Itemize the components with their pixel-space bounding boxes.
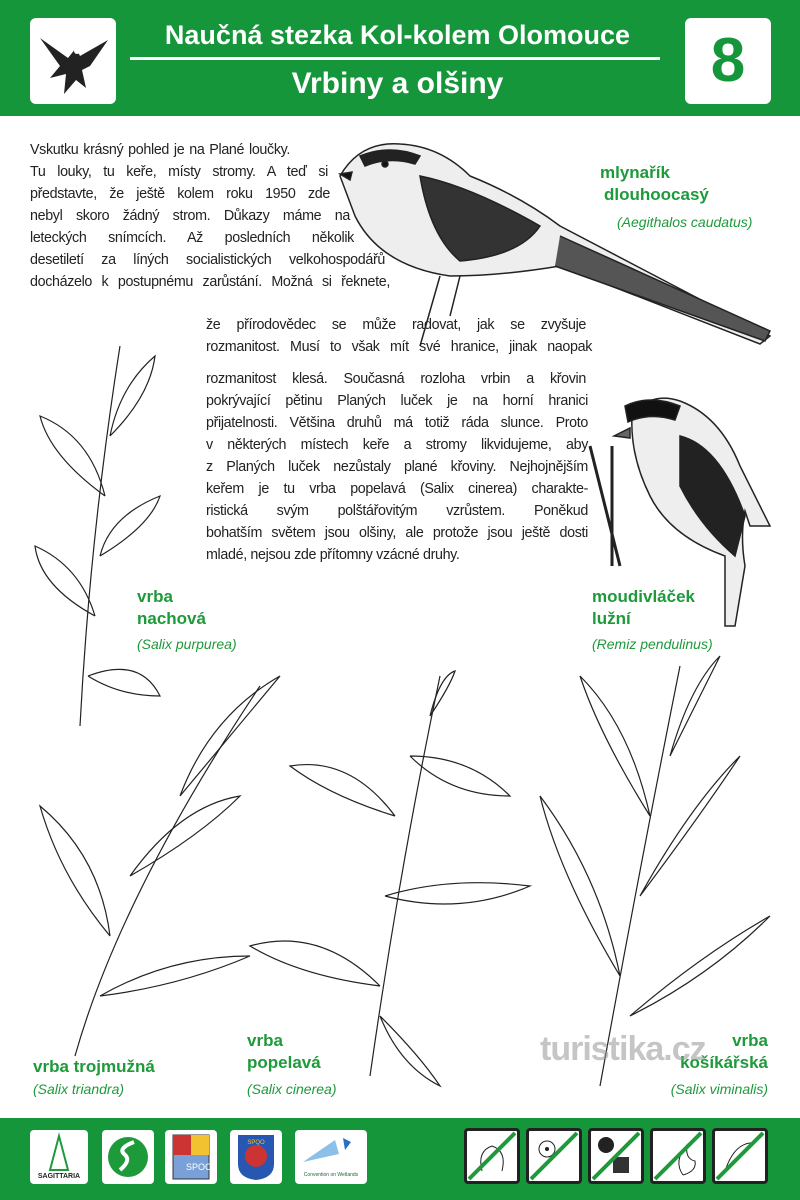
species-name: lužní [592, 609, 631, 628]
species-name: popelavá [247, 1053, 321, 1072]
species-moudivlacek [592, 586, 695, 630]
text-line: keřem je tu vrba popelavá (Salix cinerea) charakte- [206, 481, 588, 497]
no-photo-disturbance-icon [588, 1128, 644, 1184]
olomouc-city-logo [230, 1130, 282, 1184]
text-line: Tu louky, tu keře, místy stromy. A teď si [30, 164, 328, 180]
text-line: mladé, nejsou zde přítomny vzácné druhy. [206, 547, 460, 563]
species-latin: (Aegithalos caudatus) [617, 214, 753, 230]
text-line: leteckých snímcích. Až posledních několik [30, 230, 354, 246]
species-latin: (Remiz pendulinus) [592, 636, 713, 652]
species-latin: (Salix cinerea) [247, 1081, 337, 1097]
species-name: vrba [247, 1031, 283, 1050]
stop-number: 8 [685, 18, 771, 104]
no-picking-flowers-icon [526, 1128, 582, 1184]
logo-label: Convention on Wetlands [303, 1172, 359, 1178]
species-mlynarik [600, 162, 709, 206]
text-line: v některých místech keře a stromy likvidujeme, aby [206, 437, 588, 453]
title-divider [130, 57, 660, 60]
species-latin: (Salix purpurea) [137, 636, 237, 652]
text-line: že přírodovědec se může radovat, jak se zvyšuje [206, 317, 586, 333]
trail-logo [30, 18, 116, 104]
species-name: dlouhoocasý [604, 185, 709, 204]
species-name: vrba [732, 1031, 768, 1050]
text-line: z Planých luček nezůstaly plané křoviny. Nejhojnějším [206, 459, 588, 475]
logo-label: SAGITTARIA [37, 1173, 81, 1180]
text-line: bohatším světem jsou olšiny, ale protože jsou ještě dosti [206, 525, 588, 541]
footer-bar [0, 1118, 800, 1200]
no-fire-icon [650, 1128, 706, 1184]
text-line: docházelo k postupnému zarůstání. Možná si řeknete, [30, 274, 390, 290]
bird-of-prey-icon [30, 18, 116, 104]
text-line: představte, že ještě kolem roku 1950 zde [30, 186, 330, 202]
species-latin: (Salix viminalis) [670, 1081, 768, 1097]
text-line: rozmanitost klesá. Současná rozloha vrbin a křovin [206, 371, 586, 387]
species-trojmuzna: vrba trojmužná [33, 1057, 155, 1076]
page-title: Vrbiny a olšiny [291, 67, 504, 100]
text-line: nebyl skoro žádný strom. Důkazy máme na [30, 208, 350, 224]
ramsar-logo [295, 1130, 367, 1184]
protected-area-logo [102, 1130, 154, 1184]
sagittaria-logo [30, 1130, 88, 1184]
text-line: pokrývající pětinu Planých luček je na horní hranici [206, 393, 588, 409]
species-name: vrba [137, 587, 173, 606]
text-line: ristická svým polštářovitým vzrůstem. Poněkud [206, 503, 588, 519]
species-name: mlynařík [600, 163, 670, 182]
species-name: moudivláček [592, 587, 695, 606]
watermark: turistika.cz [540, 1030, 706, 1068]
no-catching-animals-icon [712, 1128, 768, 1184]
text-line: rozmanitost. Musí to však mít své hranice, jinak naopak [206, 339, 592, 355]
species-name: košíkářská [680, 1053, 768, 1072]
text-line: desetiletí za líných socialistických velkohospodářů [30, 252, 385, 268]
trail-title: Naučná stezka Kol-kolem Olomouce [164, 20, 631, 50]
species-latin: (Salix triandra) [33, 1081, 125, 1097]
olomouc-region-logo [165, 1130, 217, 1184]
logo-label: SPOO [185, 1162, 213, 1172]
species-name: nachová [137, 609, 206, 628]
no-picking-plants-icon [464, 1128, 520, 1184]
text-line: Vskutku krásný pohled je na Plané loučky. [30, 142, 290, 158]
logo-label: SPQO [247, 1140, 265, 1146]
text-line: přijatelnosti. Většina druhů má totiž ráda slunce. Proto [206, 415, 588, 431]
species-nachova [137, 586, 206, 630]
species-popelava [247, 1030, 321, 1074]
